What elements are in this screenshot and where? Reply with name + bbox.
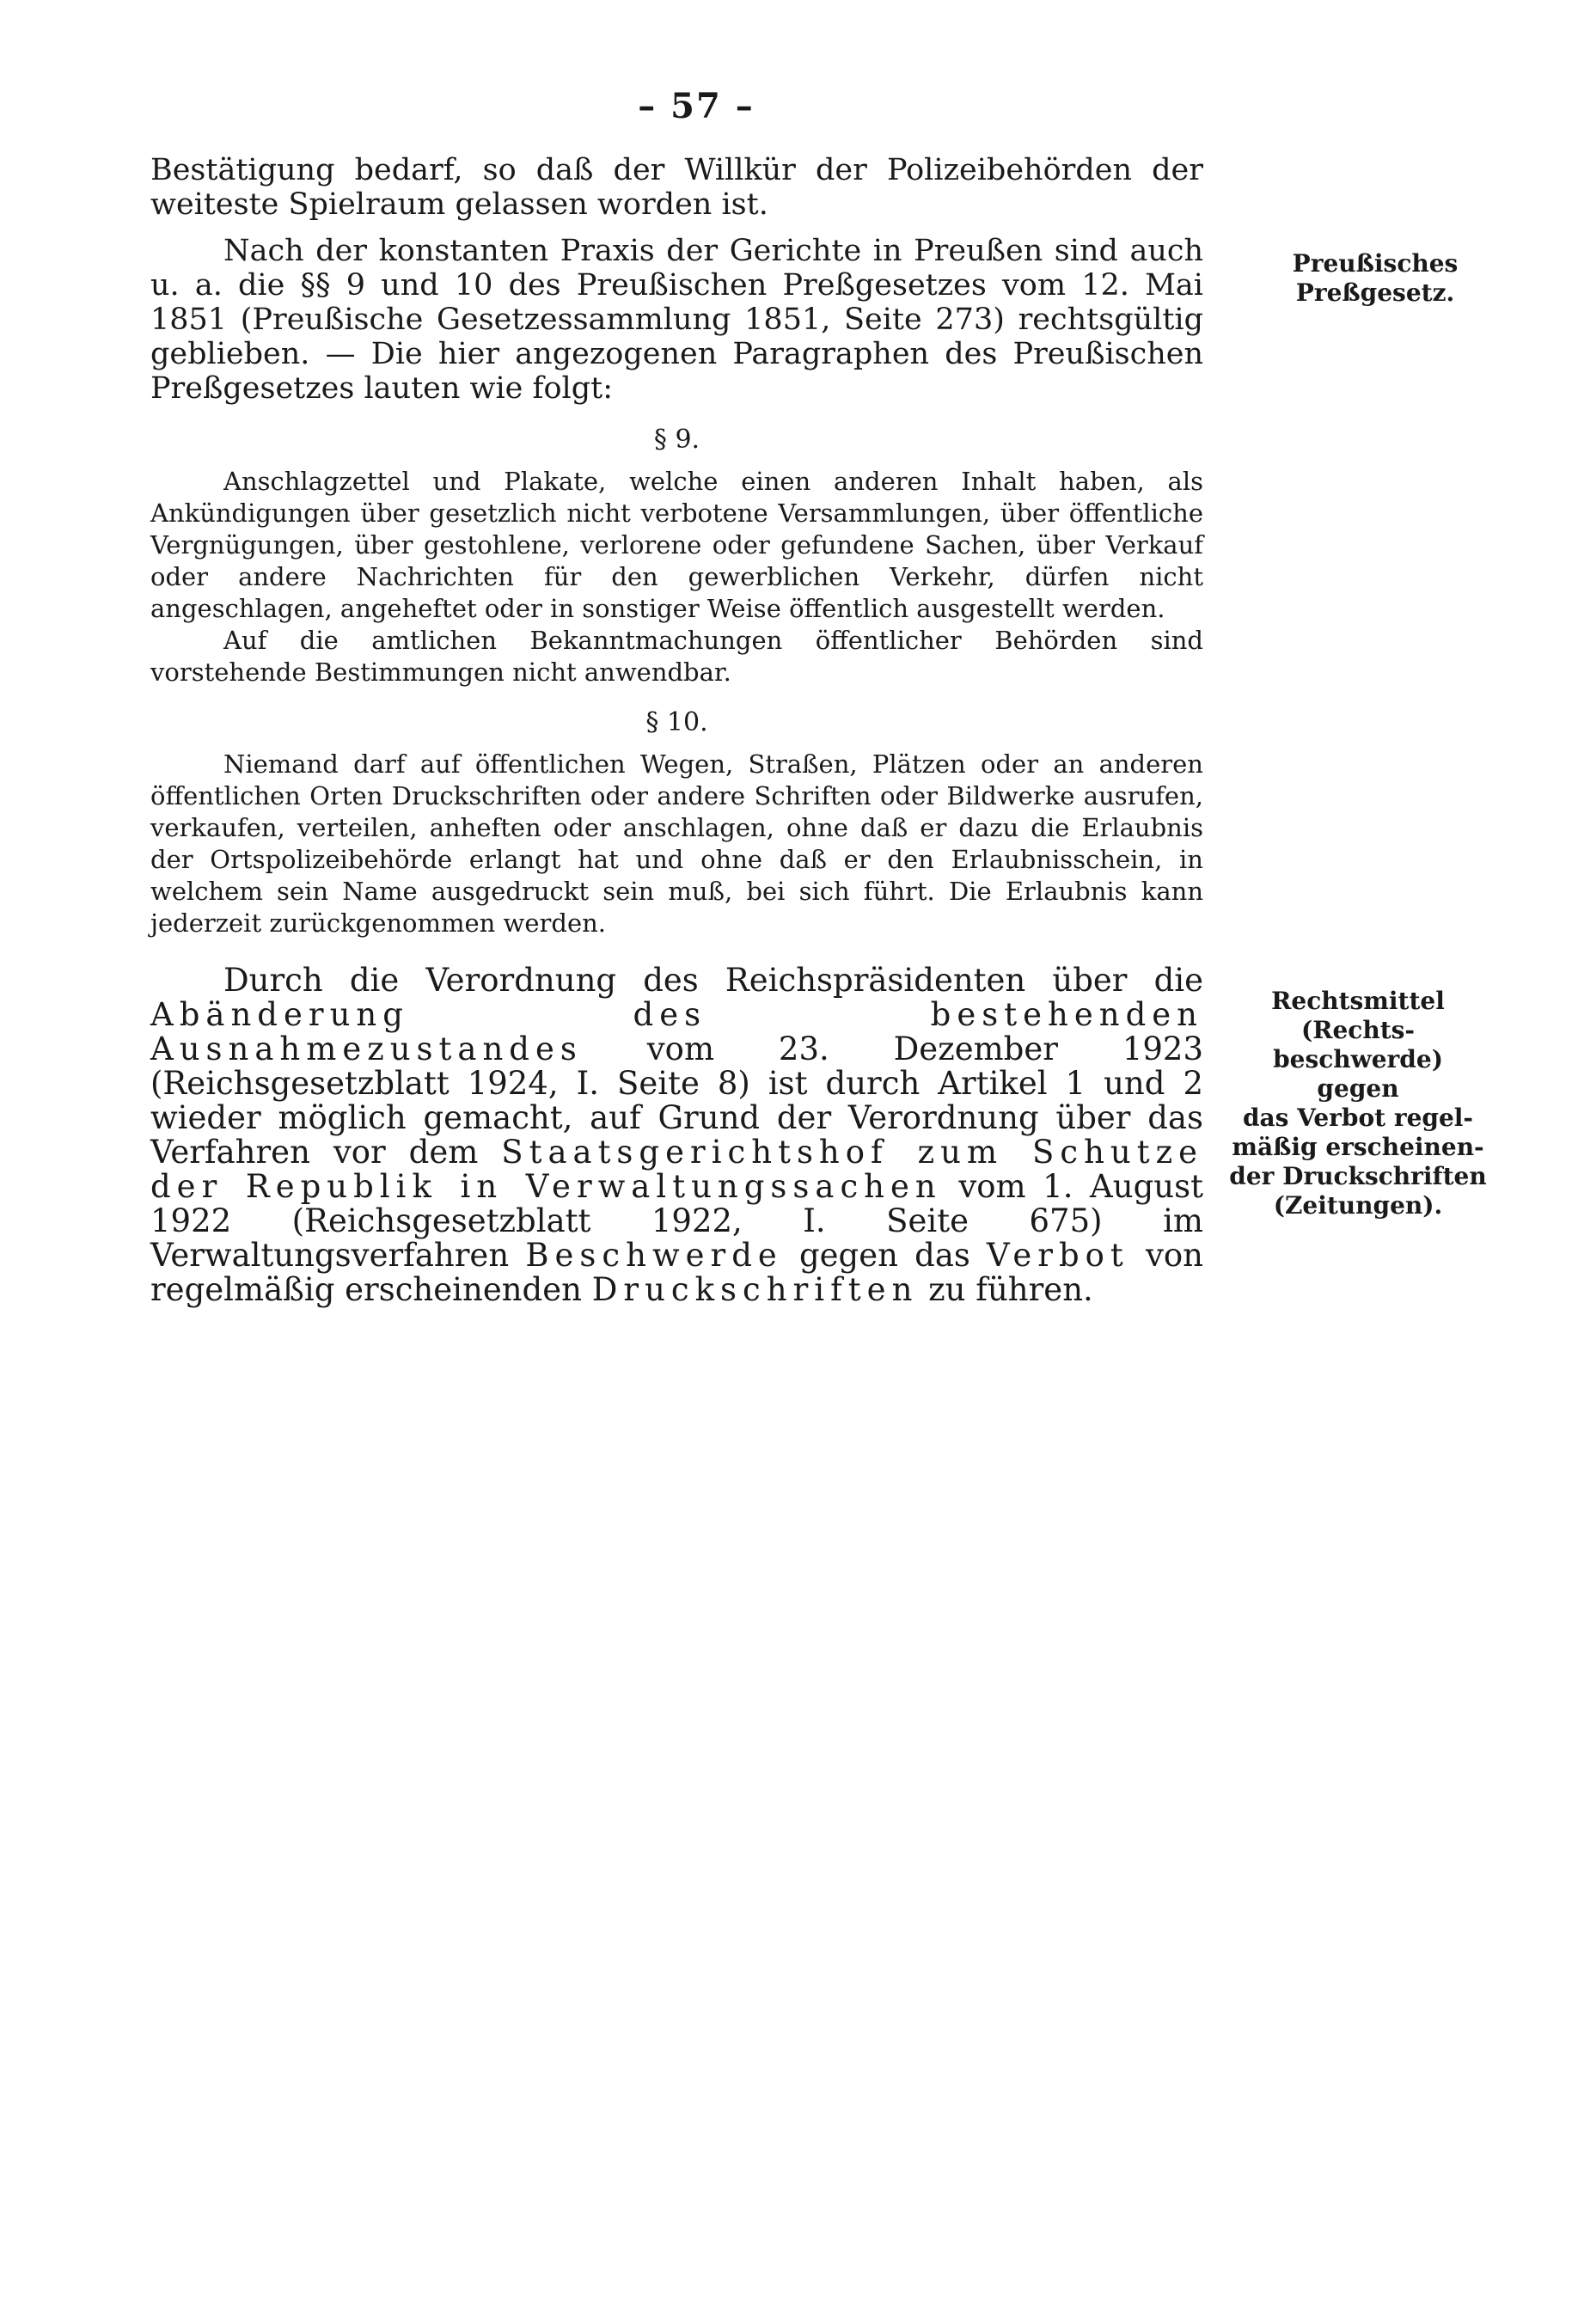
final-text-part-2: vom 23. Dezember 1923 (Reichsgesetzblatt 1924, I. Seite 8) ist durch Artikel 1 und 2 wieder möglich gemacht, auf Grund der Verordnung über das Verfahren vor dem: [150, 1031, 1203, 1171]
sidenote-legal-remedy-line-4: das Verbot regel-: [1242, 1104, 1474, 1132]
sidenote-legal-remedy-line-7: (Zeitungen).: [1273, 1191, 1443, 1220]
main-text-column: [150, 153, 1203, 1307]
section-10-heading: § 10.: [645, 707, 708, 737]
sidenote-legal-remedy-line-6: der Druckschriften: [1229, 1162, 1487, 1190]
section-9-paragraph-1: Anschlagzettel und Plakate, welche einen anderen Inhalt haben, als Ankündigungen über gesetzlich nicht verbotene Versammlungen, über öffentliche Vergnügungen, über gestohlene, verlorene oder gefundene Sachen, über Verkauf oder andere Nachrichten für den gewerblichen Verkehr, dürfen nicht angeschlagen, angeheftet oder in sonstiger Weise öffentlich ausgestellt werden.: [150, 467, 1203, 623]
page-number: – 57 –: [638, 86, 755, 126]
final-text-part-5: von regelmäßig erscheinenden: [150, 1237, 1203, 1308]
section-9-paragraph-2: Auf die amtlichen Bekanntmachungen öffentlicher Behörden sind vorstehende Bestimmungen nicht anwendbar.: [150, 626, 1203, 687]
sidenote-legal-remedy: [1229, 987, 1487, 1220]
final-spaced-phrase-2: Staatsgerichtshof zum Schutze der Republik in Verwaltungssachen: [150, 1134, 1203, 1205]
sidenote-legal-remedy-line-1: Rechtsmittel: [1271, 987, 1445, 1015]
final-text-part-4: gegen das: [782, 1237, 988, 1274]
final-spaced-phrase-5: Druckschriften: [591, 1271, 919, 1308]
final-text-part-6: zu führen.: [918, 1271, 1093, 1308]
sidenote-legal-remedy-line-5: mäßig erscheinen-: [1232, 1133, 1484, 1161]
final-spaced-phrase-1: Abänderung des bestehenden Ausnahmezustandes: [150, 996, 1203, 1067]
final-paragraph: [150, 963, 1203, 1307]
sidenote-press-law-line-2: Preßgesetz.: [1295, 278, 1455, 307]
intro-paragraph: Nach der konstanten Praxis der Gerichte in Preußen sind auch u. a. die §§ 9 und 10 des Preußischen Preßgesetzes vom 12. Mai 1851 (Preußische Gesetzessammlung 1851, Seite 273) rechtsgültig geblieben. — Die hier angezogenen Paragraphen des Preußischen Preßgesetzes lauten wie folgt:: [150, 234, 1203, 406]
final-text-part-1: Durch die Verordnung des Reichspräsidenten über die: [223, 962, 1203, 999]
section-9-heading: § 9.: [653, 425, 700, 455]
sidenote-press-law-line-1: Preußisches: [1292, 249, 1459, 278]
section-10-paragraph: Niemand darf auf öffentlichen Wegen, Straßen, Plätzen oder an anderen öffentlichen Orten Druckschriften oder andere Schriften oder Bildwerke ausrufen, verkaufen, verteilen, anheften oder anschlagen, ohne daß er dazu die Erlaubnis der Ortspolizeibehörde erlangt hat und ohne daß er den Erlaubnisschein, in welchem sein Name ausgedruckt sein muß, bei sich führt. Die Erlaubnis kann jederzeit zurückgenommen werden.: [150, 749, 1203, 938]
continuation-paragraph: Bestätigung bedarf, so daß der Willkür der Polizeibehörden der weiteste Spielraum gelassen worden ist.: [150, 153, 1203, 222]
final-text-part-3: vom 1. August 1922 (Reichsgesetzblatt 1922, I. Seite 675) im Verwaltungsverfahren: [150, 1168, 1203, 1274]
sidenote-press-law: [1246, 249, 1504, 308]
final-spaced-phrase-3: Beschwerde: [525, 1237, 783, 1274]
sidenote-legal-remedy-line-3: beschwerde) gegen: [1273, 1045, 1443, 1103]
final-spaced-phrase-4: Verbot: [987, 1237, 1129, 1274]
sidenote-legal-remedy-line-2: (Rechts-: [1300, 1016, 1416, 1044]
